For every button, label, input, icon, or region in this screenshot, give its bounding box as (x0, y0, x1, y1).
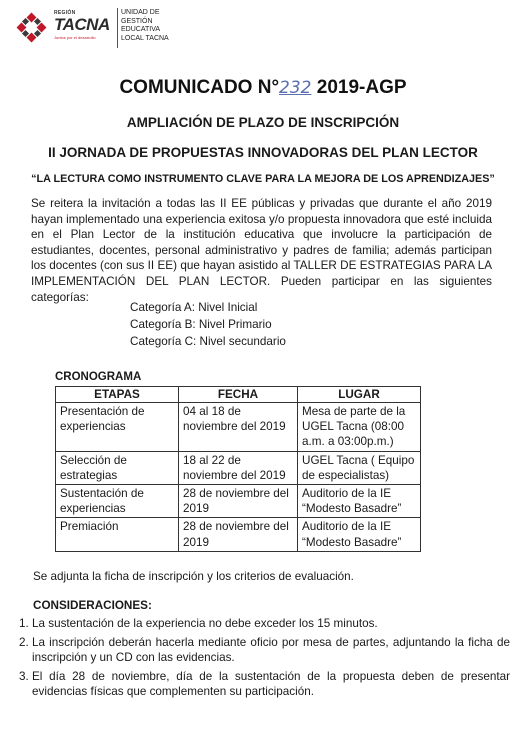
cell-lugar: Auditorio de la IE “Modesto Basadre” (298, 518, 421, 551)
consideraciones-heading: CONSIDERACIONES: (33, 599, 152, 612)
table-header-row (56, 387, 421, 403)
title-suffix: 2019-AGP (311, 77, 407, 98)
cell-fecha: 28 de noviembre del 2019 (179, 518, 298, 551)
cell-etapa: Premiación (56, 518, 179, 551)
subtitle-lema: “LA LECTURA COMO INSTRUMENTO CLAVE PARA LA MEJORA DE LOS APRENDIZAJES” (31, 173, 495, 185)
cell-lugar: Auditorio de la IE “Modesto Basadre” (298, 485, 421, 518)
subtitle-jornada: II JORNADA DE PROPUESTAS INNOVADORAS DEL PLAN LECTOR (48, 145, 478, 160)
cell-lugar: UGEL Tacna ( Equipo de especialistas) (298, 451, 421, 484)
cell-etapa: Sustentación de experiencias (56, 485, 179, 518)
ugel-unit-name (121, 9, 211, 43)
cronograma-table (55, 386, 421, 552)
cell-etapa: Presentación de experiencias (56, 403, 179, 452)
column-header-lugar: LUGAR (298, 387, 421, 403)
region-tacna-logo (14, 10, 50, 46)
attachment-note: Se adjunta la ficha de inscripción y los criterios de evaluación. (33, 570, 354, 583)
title-prefix: COMUNICADO N° (119, 77, 280, 98)
category-b: Categoría B: Nivel Primario (130, 318, 272, 331)
column-header-fecha: FECHA (179, 387, 298, 403)
unit-line: EDUCATIVA (121, 26, 161, 33)
cell-etapa: Selección de estrategias (56, 451, 179, 484)
cell-fecha: 28 de noviembre del 2019 (179, 485, 298, 518)
table-row (56, 403, 421, 452)
subtitle-ampliacion: AMPLIACIÓN DE PLAZO DE INSCRIPCIÓN (126, 115, 400, 130)
list-item: 2. La inscripción deberán hacerla mediante oficio por mesa de partes, adjuntando la ficha de inscripción y un CD con las evidencias. (32, 635, 510, 666)
column-header-etapas: ETAPAS (56, 387, 179, 403)
title-number: 232 (279, 78, 312, 98)
unit-line: GESTIÓN (121, 17, 153, 25)
invitation-paragraph: Se reitera la invitación a todas las II EE públicas y privadas que durante el año 2019 hayan implementado una experiencia exitosa y/o propuesta innovadora que esté incluida en el Plan Lector de la institución educativa que involucre la participación de estudiantes, docentes, personal administrativo y padres de familia; además participan los docentes (con sus II EE) que hayan asistido al TALLER DE ESTRATEGIAS PARA LA IMPLEMENTACIÓN DEL PLAN LECTOR. Pueden participar en las siguientes categorías: (31, 197, 492, 304)
document-title (0, 77, 526, 99)
table-row (56, 451, 421, 484)
region-tagline: Juntos por el desarrollo (54, 35, 96, 40)
list-item: 1. La sustentación de la experiencia no debe exceder los 15 minutos. (32, 616, 510, 632)
category-c: Categoría C: Nivel secundario (130, 335, 286, 348)
category-a: Categoría A: Nivel Inicial (130, 301, 258, 314)
unit-line: LOCAL TACNA (121, 34, 169, 42)
unit-line: UNIDAD DE (121, 9, 160, 16)
header-divider (117, 8, 118, 48)
cell-fecha: 18 al 22 de noviembre del 2019 (179, 451, 298, 484)
region-label: REGIÓN (54, 10, 76, 16)
consideraciones-list (14, 616, 510, 703)
table-row (56, 485, 421, 518)
letterhead (14, 6, 214, 52)
cell-lugar: Mesa de parte de la UGEL Tacna (08:00 a.m. a 03:00p.m.) (298, 403, 421, 452)
cronograma-label: CRONOGRAMA (55, 371, 142, 383)
table-row (56, 518, 421, 551)
region-name: TACNA (54, 15, 110, 34)
list-item: 3. El día 28 de noviembre, día de la sustentación de la propuesta deben de presentar evidencias físicas que complementen su participación. (32, 669, 510, 700)
cell-fecha: 04 al 18 de noviembre del 2019 (179, 403, 298, 452)
